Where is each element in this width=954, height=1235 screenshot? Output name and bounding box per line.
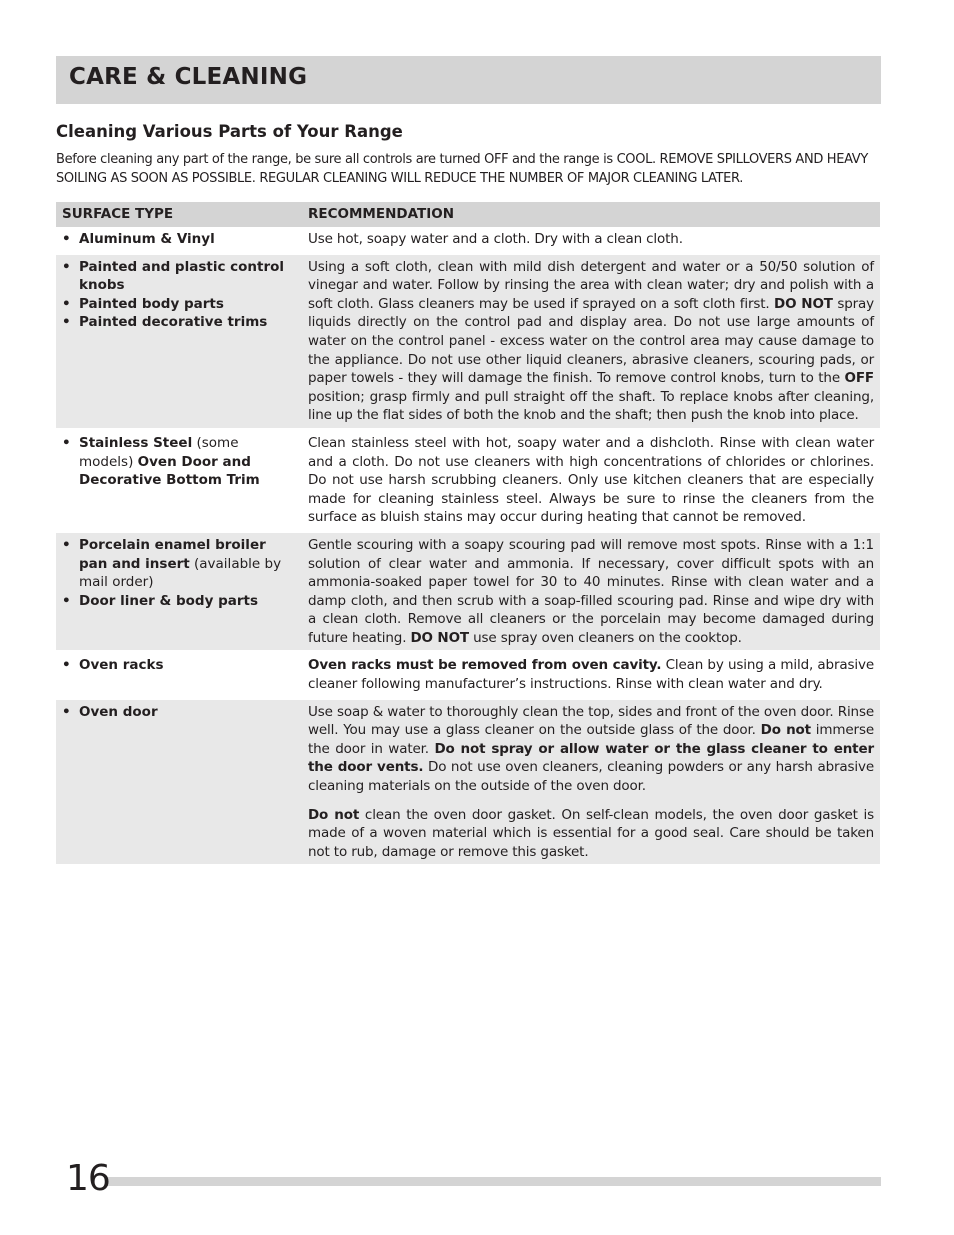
intro-paragraph: Before cleaning any part of the range, be sure all controls are turned OFF and the range is COOL. REMOVE SPILLOVERS AND HEAVY SOILING AS SOON AS POSSIBLE. REGULAR CLEANING WILL REDUCE THE NUMBER OF MAJOR CLEANING LATER. <box>56 152 868 186</box>
list-item <box>62 656 294 675</box>
bullet-icon: • <box>62 295 71 312</box>
surface-type-cell <box>56 255 300 428</box>
text-run: Use hot, soapy water and a cloth. Dry with a clean cloth. <box>308 231 683 247</box>
bold-text: Porcelain enamel broiler pan and insert <box>79 536 266 572</box>
bold-text: Oven Door and Decorative Bottom Trim <box>79 453 260 489</box>
bold-text: Stainless Steel <box>79 434 193 451</box>
recommendation-paragraph <box>308 434 874 527</box>
recommendation-cell <box>300 533 880 651</box>
bullet-icon: • <box>62 231 71 247</box>
footer-rule <box>104 1177 881 1186</box>
bold-text: Painted decorative trims <box>79 314 268 331</box>
bullet-icon: • <box>62 592 71 609</box>
section-heading: Cleaning Various Parts of Your Range <box>56 122 403 141</box>
surface-type-cell <box>56 533 300 651</box>
list-item <box>62 703 294 722</box>
cleaning-table <box>56 202 880 864</box>
recommendation-paragraph <box>308 656 874 693</box>
surface-list <box>62 258 294 332</box>
table-row <box>56 533 880 651</box>
bold-text: Oven racks must be removed from oven cavity. <box>308 657 662 674</box>
text-run: Using a soft cloth, clean with mild dish detergent and water or a 50/50 solution of vinegar and water. Follow by rinsing the area with clean water; dry and polish with a soft cloth. Glass cleaners may be used if sprayed on a soft cloth first. <box>308 258 874 312</box>
bullet-icon: • <box>62 434 71 451</box>
recommendation-paragraph <box>308 703 874 796</box>
recommendation-cell <box>300 431 880 530</box>
recommendation-paragraph <box>308 258 874 425</box>
list-item <box>62 313 294 332</box>
surface-list <box>62 434 294 490</box>
text-run: spray liquids directly on the control pad and display area. Do not use large amounts of water on the control panel - excess water on the control area may cause damage to the appliance. Do not use other liquid cleaners, abrasive cleaners, scouring pads, or paper towels - they will damage the finish. To remove control knobs, turn to the <box>308 295 874 387</box>
text-run: (available by mail order) <box>79 555 282 591</box>
text-run: Clean by using a mild, abrasive cleaner following manufacturer’s instructions. Rinse with clean water and dry. <box>308 657 874 693</box>
list-item <box>62 295 294 314</box>
list-item <box>62 434 294 490</box>
list-item <box>62 536 294 592</box>
text-run: Clean stainless steel with hot, soapy water and a dishcloth. Rinse with clean water and a cloth. Do not use cleaners with high concentrations of chlorides or chlorines. Do not use harsh scrubbing cleaners. Only use kitchen cleaners that are especially made for cleaning stainless steel. Always be sure to rinse the cleaners from the surface as bluish stains may occur during heating that cannot be removed. <box>308 434 874 526</box>
text-run: Use soap & water to thoroughly clean the top, sides and front of the oven door. Rinse well. You may use a glass cleaner on the outside glass of the door. <box>308 703 874 739</box>
section-header-bar <box>56 56 881 104</box>
table-row <box>56 431 880 530</box>
surface-list <box>62 536 294 610</box>
table-row <box>56 255 880 428</box>
surface-type-cell <box>56 431 300 530</box>
page-number: 16 <box>66 1158 110 1199</box>
bold-text: Door liner & body parts <box>79 592 258 609</box>
text-run: (some models) <box>79 434 239 470</box>
bold-text: DO NOT <box>774 295 833 312</box>
list-item <box>62 230 294 249</box>
recommendation-cell <box>300 653 880 696</box>
surface-type-cell <box>56 700 300 865</box>
bullet-icon: • <box>62 657 71 674</box>
bold-text: Oven door <box>79 703 158 720</box>
bold-text: DO NOT <box>410 629 469 646</box>
surface-type-cell <box>56 227 300 252</box>
table-header-row <box>56 202 880 227</box>
text-run: Gentle scouring with a soapy scouring pad will remove most spots. Rinse with a 1:1 solution of clear water and ammonia. If necessary, cover difficult spots with an ammonia-soaked paper towel for 30 to 40 minutes. Rinse with clean water and a damp cloth, and then scrub with a soap-filled scouring pad. Rinse and wipe dry with a clean cloth. Remove all cleaners or the porcelain may become damaged during future heating. <box>308 536 874 646</box>
header-surface-type: SURFACE TYPE <box>56 202 300 227</box>
bold-text: Painted body parts <box>79 295 224 312</box>
text-run: Do not use oven cleaners, cleaning powders or any harsh abrasive cleaning materials on the outside of the oven door. <box>308 759 874 795</box>
bullet-icon: • <box>62 314 71 331</box>
recommendation-cell <box>300 227 880 252</box>
surface-list <box>62 656 294 675</box>
bold-text: Do not <box>308 806 360 823</box>
list-item <box>62 592 294 611</box>
surface-list <box>62 230 294 249</box>
bullet-icon: • <box>62 536 71 553</box>
bold-text: Do not <box>760 722 811 739</box>
recommendation-paragraph <box>308 230 874 249</box>
recommendation-paragraph <box>308 806 874 862</box>
surface-type-cell <box>56 653 300 696</box>
bold-text: Do not spray or allow water or the glass cleaner to enter the door vents. <box>308 740 874 776</box>
bold-text: OFF <box>844 370 874 387</box>
page-title: CARE & CLEANING <box>69 64 308 90</box>
bold-text: Painted and plastic control knobs <box>79 258 285 294</box>
header-recommendation: RECOMMENDATION <box>300 202 880 227</box>
text-run: use spray oven cleaners on the cooktop. <box>468 629 742 646</box>
text-run: clean the oven door gasket. On self-clean models, the oven door gasket is made of a woven material which is essential for a good seal. Care should be taken not to rub, damage or remove this gasket. <box>308 806 875 860</box>
table-body <box>56 227 880 864</box>
surface-list <box>62 703 294 722</box>
list-item <box>62 258 294 295</box>
bullet-icon: • <box>62 258 71 275</box>
bullet-icon: • <box>62 703 71 720</box>
table-row <box>56 227 880 252</box>
table-row <box>56 700 880 865</box>
recommendation-cell <box>300 255 880 428</box>
recommendation-paragraph <box>308 536 874 648</box>
text-run: immerse the door in water. <box>308 722 874 757</box>
table-row <box>56 653 880 696</box>
recommendation-cell <box>300 700 880 865</box>
bold-text: Aluminum & Vinyl <box>79 231 215 247</box>
bold-text: Oven racks <box>79 657 164 674</box>
text-run: position; grasp firmly and pull straight off the shaft. To replace knobs after cleaning, line up the flat sides of both the knob and the shaft; then push the knob into place. <box>308 388 874 424</box>
